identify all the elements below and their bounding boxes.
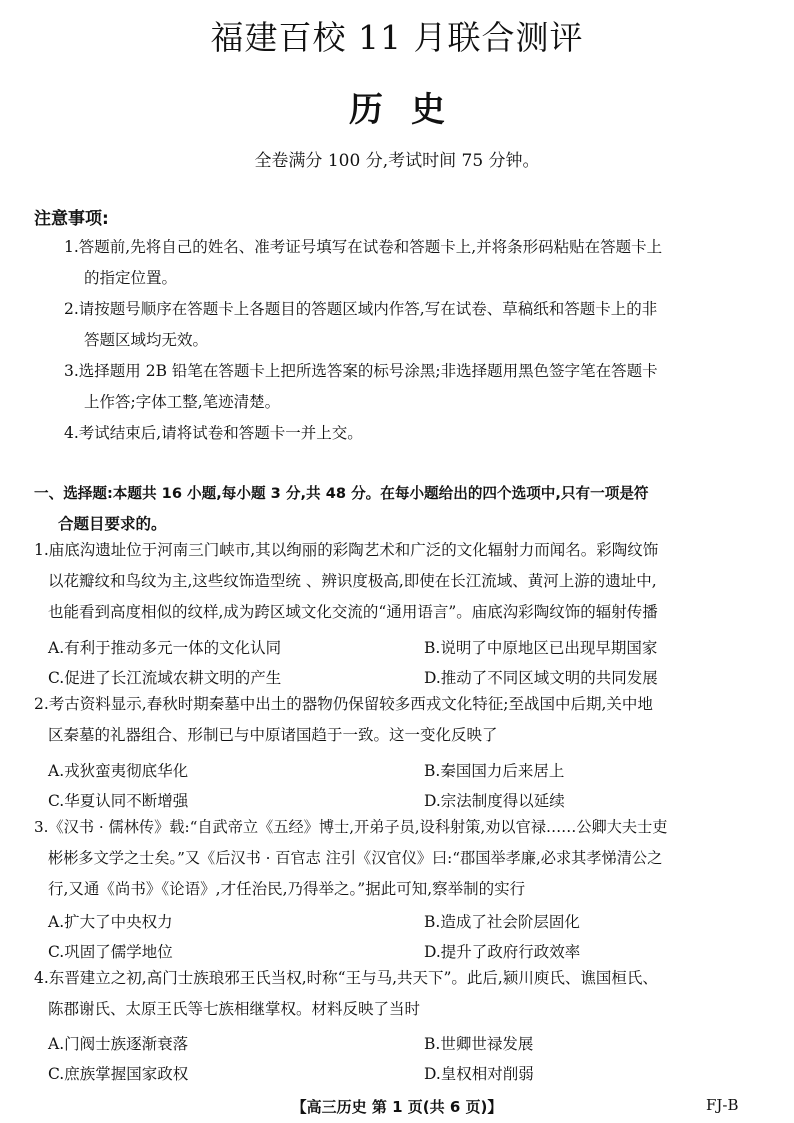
question-1-line: 也能看到高度相似的纹样,成为跨区域文化交流的“通用语言”。庙底沟彩陶纹饰的辐射传播 xyxy=(48,603,658,621)
notice-line: 3.选择题用 2B 铅笔在答题卡上把所选答案的标号涂黑;非选择题用黑色签字笔在答题卡 xyxy=(64,362,658,380)
exam-title: 福建百校 11 月联合测评 xyxy=(210,18,584,57)
notice-line: 1.答题前,先将自己的姓名、准考证号填写在试卷和答题卡上,并将条形码粘贴在答题卡上 xyxy=(64,238,663,256)
question-2-option-c: C.华夏认同不断增强 xyxy=(48,792,189,810)
question-1-line: 以花瓣纹和鸟纹为主,这些纹饰造型统 、辨识度极高,即使在长江流域、黄河上游的遗址中, xyxy=(48,572,657,590)
question-1-option-c: C.促进了长江流域农耕文明的产生 xyxy=(48,669,282,687)
question-3-option-b: B.造成了社会阶层固化 xyxy=(424,913,580,931)
question-2-option-a: A.戎狄蛮夷彻底华化 xyxy=(48,762,189,780)
question-1-line: 1.庙底沟遗址位于河南三门峡市,其以绚丽的彩陶艺术和广泛的文化辐射力而闻名。彩陶纹饰 xyxy=(34,541,659,559)
notice-line: 2.请按题号顺序在答题卡上各题目的答题区域内作答,写在试卷、草稿纸和答题卡上的非 xyxy=(64,300,658,318)
notice-heading: 注意事项: xyxy=(34,209,109,229)
page-footer: 【高三历史 第 1 页(共 6 页)】 xyxy=(291,1098,503,1116)
question-4-line: 陈郡谢氏、太原王氏等七族相继掌权。材料反映了当时 xyxy=(48,1000,421,1018)
question-2-option-d: D.宗法制度得以延续 xyxy=(424,792,565,810)
question-2-option-b: B.秦国国力后来居上 xyxy=(424,762,565,780)
notice-line: 的指定位置。 xyxy=(84,269,178,287)
question-3-line: 行,又通《尚书》《论语》,才任治民,乃得举之。”据此可知,察举制的实行 xyxy=(48,880,526,898)
subject-title: 历史 xyxy=(349,90,473,130)
section-heading-cont: 合题目要求的。 xyxy=(58,515,167,533)
paper-code: FJ-B xyxy=(706,1096,739,1114)
section-heading: 一、选择题:本题共 16 小题,每小题 3 分,共 48 分。在每小题给出的四个选项中,只有一项是符 xyxy=(34,485,649,502)
question-2-line: 区秦墓的礼器组合、形制已与中原诸国趋于一致。这一变化反映了 xyxy=(48,726,498,744)
question-3-option-d: D.提升了政府行政效率 xyxy=(424,943,581,961)
notice-line: 上作答;字体工整,笔迹清楚。 xyxy=(84,393,281,411)
question-4-option-a: A.门阀士族逐渐衰落 xyxy=(48,1035,189,1053)
question-3-line: 3.《汉书 · 儒林传》载:“自武帝立《五经》博士,开弟子员,设科射策,劝以官禄……公卿大夫士吏 xyxy=(34,818,668,836)
question-2-line: 2.考古资料显示,春秋时期秦墓中出土的器物仍保留较多西戎文化特征;至战国中后期,关中地 xyxy=(34,695,653,713)
exam-info: 全卷满分 100 分,考试时间 75 分钟。 xyxy=(254,151,540,171)
question-1-option-a: A.有利于推动多元一体的文化认同 xyxy=(48,639,282,657)
question-4-option-c: C.庶族掌握国家政权 xyxy=(48,1065,189,1083)
question-1-option-d: D.推动了不同区域文明的共同发展 xyxy=(424,669,658,687)
question-4-option-d: D.皇权相对削弱 xyxy=(424,1065,534,1083)
question-1-option-b: B.说明了中原地区已出现早期国家 xyxy=(424,639,658,657)
question-4-option-b: B.世卿世禄发展 xyxy=(424,1035,534,1053)
question-3-option-a: A.扩大了中央权力 xyxy=(48,913,173,931)
notice-line: 4.考试结束后,请将试卷和答题卡一并上交。 xyxy=(64,424,363,442)
question-4-line: 4.东晋建立之初,高门士族琅邪王氏当权,时称“王与马,共天下”。此后,颍川庾氏、谯国桓氏、 xyxy=(34,969,658,987)
question-3-option-c: C.巩固了儒学地位 xyxy=(48,943,173,961)
notice-line: 答题区域均无效。 xyxy=(84,331,209,349)
question-3-line: 彬彬多文学之士矣。”又《后汉书 · 百官志 注引《汉官仪》曰:“郡国举孝廉,必求其孝悌清公之 xyxy=(48,849,663,867)
